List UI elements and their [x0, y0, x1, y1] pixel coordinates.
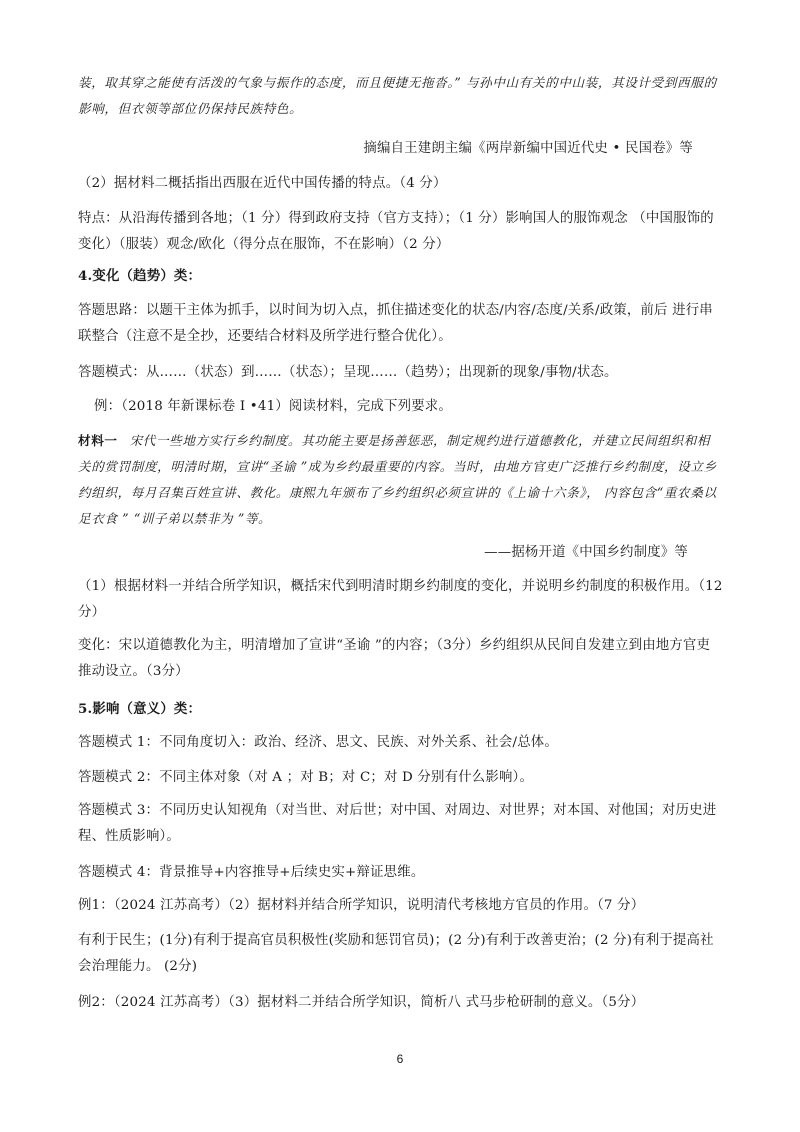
answer-mode-3: 答题模式 3：不同历史认知视角（对当世、对后世；对中国、对周边、对世界；对本国、对他国；对历史进程、性质影响）。 — [78, 803, 717, 844]
question-1: （1）根据材料一并结合所学知识，概括宋代到明清时期乡约制度的变化，并说明乡约制度的积极作用。（12 分） — [78, 579, 723, 620]
source-citation: 摘编自王建朗主编《两岸新编中国近代史 • 民国卷》等 — [363, 141, 693, 156]
source-citation-2: ——据杨开道《中国乡约制度》等 — [484, 545, 688, 560]
answer-mode-4: 答题模式：从……（状态）到……（状态）；呈现……（趋势）；出现新的现象/事物/状态。 — [78, 365, 618, 380]
answer-2: 特点：从沿海传播到各地；（1 分）得到政府支持（官方支持）；（1 分）影响国人的服饰观念 （中国服饰的变化）（服装）观念/欧化（得分点在服饰，不在影响）（2 分） — [78, 211, 714, 252]
example-1: 例1：（2024 江苏高考）（2）据材料并结合所学知识，说明清代考核地方官员的作用。（7 分） — [78, 898, 645, 913]
answer-mode-4: 答题模式 4：背景推导+内容推导+后续史实+辩证思维。 — [78, 865, 425, 880]
answer-mode-2: 答题模式 2：不同主体对象（对 A ；对 B；对 C；对 D 分别有什么影响）。 — [78, 770, 534, 785]
answer-approach-4: 答题思路：以题干主体为抓手，以时间为切入点，抓住描述变化的状态/内容/态度/关系/政策，前后 进行串联整合（注意不是全抄，还要结合材料及所学进行整合优化）。 — [78, 303, 713, 344]
section-heading-4: 4.变化（趋势）类： — [78, 268, 202, 284]
answer-mode-1: 答题模式 1：不同角度切入：政治、经济、思文、民族、对外关系、社会/总体。 — [78, 735, 558, 750]
example-2: 例2：（2024 江苏高考）（3）据材料二并结合所学知识，简析八 式马步枪研制的意义。（5分） — [78, 995, 645, 1010]
quote-continuation: 装，取其穿之能使有活泼的气象与振作的态度，而且便捷无拖沓。” 与孙中山有关的中山装，其设计受到西服的影响，但衣领等部位仍保持民族特色。 — [78, 75, 717, 116]
material-label: 材料一 — [78, 433, 118, 448]
section-heading-5: 5.影响（意义）类： — [78, 701, 202, 717]
material-one — [78, 428, 723, 532]
material-text: 宋代一些地方实行乡约制度。其功能主要是扬善惩恶，制定规约进行道德教化，并建立民间组织和相关的赏罚制度，明清时期，宣讲“圣谕 ”成为乡约最重要的内容。当时，由地方官吏广泛推行乡约制度，设立乡约组织，每月召集百姓宣讲、教化。康熙九年颁布了乡约组织必须宣讲的《上谕十六条》， 内容包含“重农桑以足衣食 ” “训子弟以禁非为 ”等。 — [78, 433, 717, 526]
example-4: 例：（2018 年新课标卷 Ⅰ •41）阅读材料，完成下列要求。 — [94, 399, 452, 414]
answer-1: 变化：宋以道德教化为主，明清增加了宣讲“圣谕 ”的内容；（3分）乡约组织从民间自发建立到由地方官吏推动设立。（3分） — [78, 638, 711, 679]
page-number: 6 — [396, 1052, 404, 1066]
example-1-answer: 有利于民生；(1分)有利于提高官员积极性(奖励和惩罚官员)；(2 分)有利于改善吏治；(2 分)有利于提高社会治理能力。 (2分) — [78, 933, 714, 974]
question-2: （2）据材料二概括指出西服在近代中国传播的特点。（4 分） — [78, 176, 447, 191]
